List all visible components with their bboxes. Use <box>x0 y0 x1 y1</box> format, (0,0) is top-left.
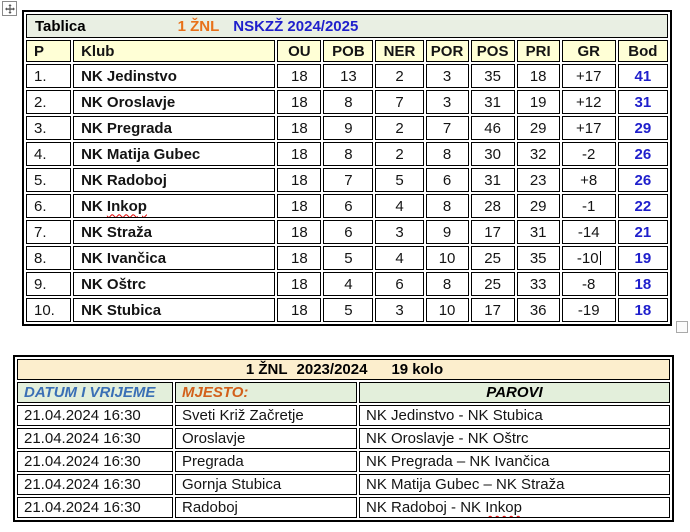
fixtures-header-row <box>17 382 670 403</box>
cell-wins[interactable]: 8 <box>323 142 373 166</box>
cell-goals-for[interactable]: 31 <box>471 90 515 114</box>
table-row <box>26 116 668 140</box>
cell-draws[interactable]: 3 <box>375 298 423 322</box>
table-row <box>26 64 668 88</box>
fixtures-round-label: 19 kolo <box>391 361 444 378</box>
cell-goal-diff[interactable]: -19 <box>562 298 616 322</box>
cell-goals-against[interactable]: 35 <box>517 246 560 270</box>
cell-played[interactable]: 18 <box>277 142 321 166</box>
cell-draws[interactable]: 3 <box>375 220 423 244</box>
cell-datetime[interactable]: 21.04.2024 16:30 <box>17 497 173 518</box>
cell-draws[interactable]: 5 <box>375 168 423 192</box>
cell-club[interactable]: NK Jedinstvo <box>73 64 275 88</box>
cell-points[interactable]: 26 <box>618 168 668 192</box>
cell-datetime[interactable]: 21.04.2024 16:30 <box>17 474 173 495</box>
cell-points[interactable]: 29 <box>618 116 668 140</box>
cell-losses[interactable]: 8 <box>426 194 469 218</box>
cell-datetime[interactable]: 21.04.2024 16:30 <box>17 405 173 426</box>
cell-pair[interactable]: NK Jedinstvo - NK Stubica <box>359 405 670 426</box>
cell-datetime[interactable]: 21.04.2024 16:30 <box>17 428 173 449</box>
cell-goal-diff[interactable]: -1 <box>562 194 616 218</box>
cell-goals-for[interactable]: 35 <box>471 64 515 88</box>
cell-losses[interactable]: 10 <box>426 298 469 322</box>
cell-points[interactable]: 22 <box>618 194 668 218</box>
cell-played[interactable]: 18 <box>277 168 321 192</box>
col-header-goals-against[interactable]: PRI <box>517 40 560 62</box>
cell-goals-against[interactable]: 31 <box>517 220 560 244</box>
fixture-row <box>17 497 670 518</box>
cell-played[interactable]: 18 <box>277 298 321 322</box>
col-header-points[interactable]: Bod <box>618 40 668 62</box>
cell-position[interactable]: 3. <box>26 116 71 140</box>
cell-pair[interactable]: NK Oroslavje - NK Oštrc <box>359 428 670 449</box>
league-table-title-row[interactable] <box>26 14 668 38</box>
cell-goal-diff[interactable]: +17 <box>562 64 616 88</box>
table-row <box>26 142 668 166</box>
cell-draws[interactable]: 2 <box>375 116 423 140</box>
col-header-draws[interactable]: NER <box>375 40 423 62</box>
cell-position[interactable]: 10. <box>26 298 71 322</box>
cell-club[interactable]: NK Oroslavje <box>73 90 275 114</box>
cell-goal-diff[interactable]: -8 <box>562 272 616 296</box>
cell-goals-for[interactable]: 28 <box>471 194 515 218</box>
cell-draws[interactable]: 7 <box>375 90 423 114</box>
cell-position[interactable]: 2. <box>26 90 71 114</box>
cell-losses[interactable]: 10 <box>426 246 469 270</box>
cell-goals-against[interactable]: 23 <box>517 168 560 192</box>
col-header-losses[interactable]: POR <box>426 40 469 62</box>
cell-goals-against[interactable]: 18 <box>517 64 560 88</box>
cell-losses[interactable]: 6 <box>426 168 469 192</box>
col-header-wins[interactable]: POB <box>323 40 373 62</box>
table-row <box>26 220 668 244</box>
cell-goals-against[interactable]: 29 <box>517 116 560 140</box>
cell-points[interactable]: 18 <box>618 298 668 322</box>
cell-position[interactable]: 9. <box>26 272 71 296</box>
text-cursor <box>600 251 601 265</box>
cell-wins[interactable]: 5 <box>323 298 373 322</box>
table-row <box>26 168 668 192</box>
cell-points[interactable]: 18 <box>618 272 668 296</box>
cell-club[interactable]: NK Pregrada <box>73 116 275 140</box>
cell-club[interactable]: NK Matija Gubec <box>73 142 275 166</box>
cell-played[interactable]: 18 <box>277 272 321 296</box>
cell-goal-diff[interactable]: +17 <box>562 116 616 140</box>
cell-losses[interactable]: 3 <box>426 64 469 88</box>
cell-goals-for[interactable]: 46 <box>471 116 515 140</box>
cell-goals-against[interactable]: 36 <box>517 298 560 322</box>
table-row <box>26 90 668 114</box>
cell-goal-diff[interactable]: -14 <box>562 220 616 244</box>
cell-place[interactable]: Sveti Križ Začretje <box>175 405 357 426</box>
league-table-header-row <box>26 40 668 62</box>
cell-draws[interactable]: 6 <box>375 272 423 296</box>
cell-position[interactable]: 5. <box>26 168 71 192</box>
cell-pair[interactable]: NK Radoboj - NK Inkop <box>359 497 670 518</box>
cell-draws[interactable]: 2 <box>375 142 423 166</box>
cell-datetime[interactable]: 21.04.2024 16:30 <box>17 451 173 472</box>
cell-points[interactable]: 19 <box>618 246 668 270</box>
cell-goals-for[interactable]: 25 <box>471 272 515 296</box>
league-table[interactable] <box>22 10 672 326</box>
fixtures-table[interactable] <box>13 355 674 522</box>
cell-position[interactable]: 7. <box>26 220 71 244</box>
table-row <box>26 246 668 270</box>
cell-goals-for[interactable]: 17 <box>471 298 515 322</box>
cell-position[interactable]: 6. <box>26 194 71 218</box>
cell-wins[interactable]: 9 <box>323 116 373 140</box>
fixtures-season-label: 2023/2024 <box>296 361 368 378</box>
fixture-row <box>17 474 670 495</box>
cell-goals-against[interactable]: 29 <box>517 194 560 218</box>
cell-goals-for[interactable]: 30 <box>471 142 515 166</box>
table-row <box>26 298 668 322</box>
cell-goal-diff[interactable]: -10 <box>562 246 616 270</box>
fixture-row <box>17 428 670 449</box>
table-resize-handle[interactable] <box>676 321 688 333</box>
cell-club[interactable]: NK Straža <box>73 220 275 244</box>
cell-wins[interactable]: 7 <box>323 168 373 192</box>
cell-played[interactable]: 18 <box>277 90 321 114</box>
cell-played[interactable]: 18 <box>277 116 321 140</box>
cell-goals-for[interactable]: 17 <box>471 220 515 244</box>
fixture-row <box>17 405 670 426</box>
season-label: NSKZŽ 2024/2025 <box>233 17 359 35</box>
col-header-datetime[interactable]: DATUM I VRIJEME <box>17 382 173 403</box>
table-row <box>26 194 668 218</box>
cell-pair[interactable]: NK Matija Gubec – NK Straža <box>359 474 670 495</box>
col-header-goal-diff[interactable]: GR <box>562 40 616 62</box>
col-header-club[interactable]: Klub <box>73 40 275 62</box>
cell-played[interactable]: 18 <box>277 246 321 270</box>
cell-losses[interactable]: 8 <box>426 142 469 166</box>
cell-points[interactable]: 41 <box>618 64 668 88</box>
col-header-pairs[interactable]: PAROVI <box>359 382 670 403</box>
cell-wins[interactable]: 6 <box>323 220 373 244</box>
cell-pair[interactable]: NK Pregrada – NK Ivančica <box>359 451 670 472</box>
table-move-handle[interactable] <box>2 1 17 16</box>
cell-position[interactable]: 1. <box>26 64 71 88</box>
league-label: 1 ŽNL <box>177 17 220 35</box>
cell-losses[interactable]: 7 <box>426 116 469 140</box>
move-arrows-icon <box>5 4 15 14</box>
cell-goal-diff[interactable]: +12 <box>562 90 616 114</box>
cell-place[interactable]: Pregrada <box>175 451 357 472</box>
cell-played[interactable]: 18 <box>277 64 321 88</box>
cell-wins[interactable]: 5 <box>323 246 373 270</box>
fixtures-title-row[interactable] <box>17 359 670 380</box>
cell-goals-against[interactable]: 33 <box>517 272 560 296</box>
cell-position[interactable]: 4. <box>26 142 71 166</box>
cell-club[interactable]: NK Stubica <box>73 298 275 322</box>
cell-draws[interactable]: 4 <box>375 194 423 218</box>
misspelled-word: Inkop <box>485 499 522 516</box>
cell-wins[interactable]: 6 <box>323 194 373 218</box>
cell-place[interactable]: Radoboj <box>175 497 357 518</box>
fixtures-league-label: 1 ŽNL <box>245 361 288 378</box>
cell-club[interactable]: NK Ivančica <box>73 246 275 270</box>
cell-wins[interactable]: 4 <box>323 272 373 296</box>
col-header-position[interactable]: P <box>26 40 71 62</box>
misspelled-word: Inkop <box>106 197 147 215</box>
cell-club[interactable]: NK Radoboj <box>73 168 275 192</box>
cell-points[interactable]: 26 <box>618 142 668 166</box>
cell-place[interactable]: Gornja Stubica <box>175 474 357 495</box>
cell-points[interactable]: 21 <box>618 220 668 244</box>
cell-points[interactable]: 31 <box>618 90 668 114</box>
cell-goal-diff[interactable]: -2 <box>562 142 616 166</box>
cell-played[interactable]: 18 <box>277 194 321 218</box>
cell-position[interactable]: 8. <box>26 246 71 270</box>
cell-goals-for[interactable]: 31 <box>471 168 515 192</box>
cell-club[interactable]: NK Inkop <box>73 194 275 218</box>
cell-wins[interactable]: 8 <box>323 90 373 114</box>
cell-goals-for[interactable]: 25 <box>471 246 515 270</box>
col-header-goals-for[interactable]: POS <box>471 40 515 62</box>
col-header-played[interactable]: OU <box>277 40 321 62</box>
cell-place[interactable]: Oroslavje <box>175 428 357 449</box>
cell-draws[interactable]: 2 <box>375 64 423 88</box>
cell-goals-against[interactable]: 32 <box>517 142 560 166</box>
table-title-label: Tablica <box>35 17 86 35</box>
cell-goals-against[interactable]: 19 <box>517 90 560 114</box>
fixture-row <box>17 451 670 472</box>
cell-played[interactable]: 18 <box>277 220 321 244</box>
col-header-place[interactable]: MJESTO: <box>175 382 357 403</box>
cell-draws[interactable]: 4 <box>375 246 423 270</box>
cell-club[interactable]: NK Oštrc <box>73 272 275 296</box>
cell-wins[interactable]: 13 <box>323 64 373 88</box>
cell-goal-diff[interactable]: +8 <box>562 168 616 192</box>
cell-losses[interactable]: 9 <box>426 220 469 244</box>
cell-losses[interactable]: 8 <box>426 272 469 296</box>
table-row <box>26 272 668 296</box>
cell-losses[interactable]: 3 <box>426 90 469 114</box>
